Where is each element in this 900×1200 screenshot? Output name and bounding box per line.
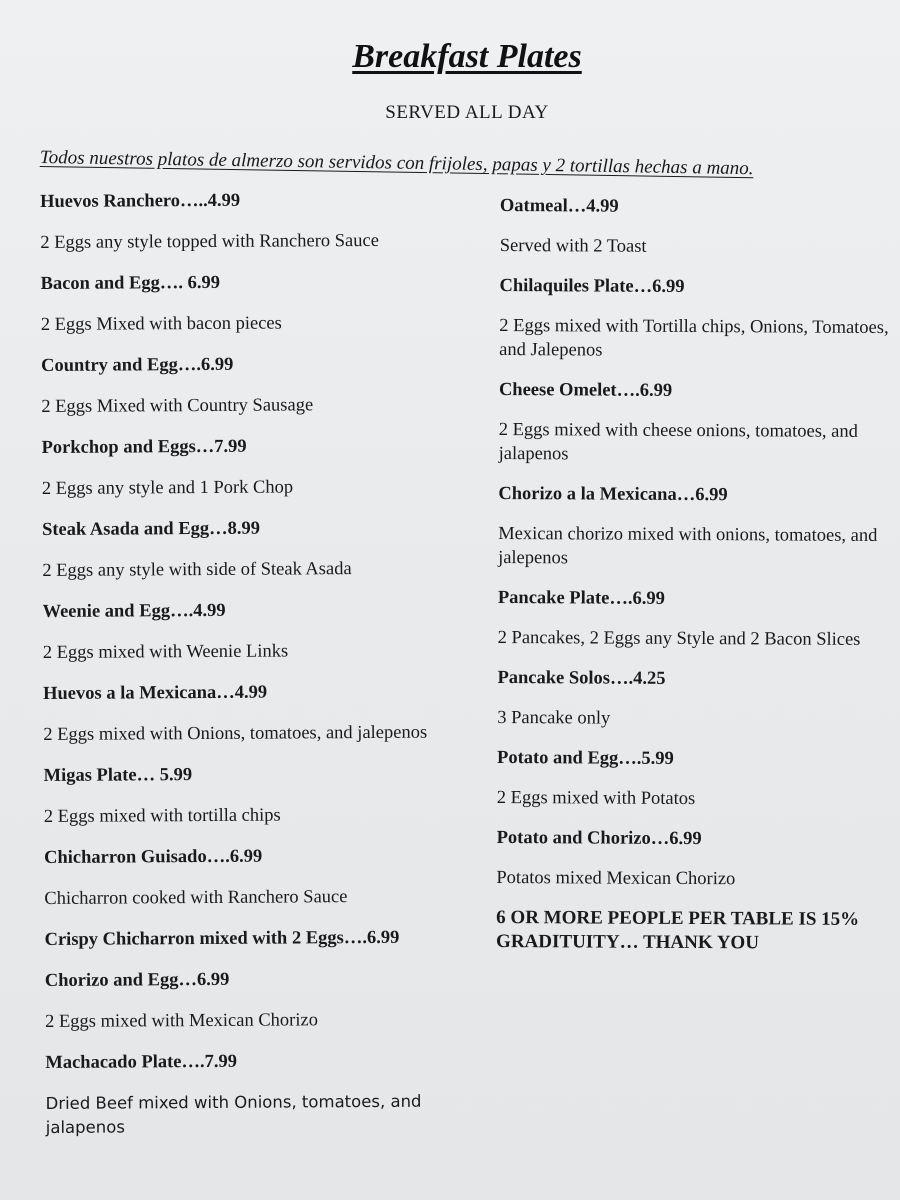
item-name: Crispy Chicharron mixed with 2 Eggs….6.99 (44, 927, 400, 950)
item-description: Potatos mixed Mexican Chorizo (496, 867, 736, 890)
item-description: 2 Eggs mixed with Onions, tomatoes, and jalepenos (43, 722, 428, 745)
item-name: Chilaquiles Plate…6.99 (499, 275, 685, 297)
item-name: Huevos a la Mexicana…4.99 (43, 682, 268, 704)
menu-item (497, 666, 892, 732)
gratuity-notice: 6 OR MORE PEOPLE PER TABLE IS 15% GRADITUITY… THANK YOU (496, 906, 860, 954)
item-name: Huevos Ranchero…..4.99 (40, 190, 241, 212)
menu-item (43, 597, 483, 665)
item-name: Weenie and Egg….4.99 (42, 600, 226, 622)
item-description: 2 Eggs Mixed with bacon pieces (40, 313, 282, 335)
item-description: 2 Eggs mixed with Mexican Chorizo (45, 1010, 318, 1032)
menu-item (44, 843, 484, 911)
item-description: 2 Eggs mixed with Weenie Links (42, 641, 289, 663)
item-description: 2 Pancakes, 2 Eggs any Style and 2 Bacon Slices (497, 627, 861, 650)
menu-item (44, 761, 484, 829)
item-description: 2 Eggs mixed with tortilla chips (43, 805, 281, 827)
item-name: Porkchop and Eggs…7.99 (41, 436, 247, 458)
item-description: Chicharron cooked with Ranchero Sauce (44, 887, 348, 909)
menu-title: Breakfast Plates (352, 38, 582, 75)
item-name: Migas Plate… 5.99 (43, 765, 193, 786)
item-description: 2 Eggs mixed with cheese onions, tomatoes, and jalapenos (498, 419, 858, 465)
item-description: Mexican chorizo mixed with onions, tomatoes, and jalepenos (498, 523, 878, 569)
menu-item (498, 586, 893, 652)
menu-item (45, 1048, 486, 1140)
item-description: Dried Beef mixed with Onions, tomatoes, and jalapenos (45, 1091, 422, 1137)
menu-item (497, 746, 892, 812)
menu-item (40, 187, 480, 255)
menu-item (41, 351, 481, 419)
item-name: Bacon and Egg…. 6.99 (40, 272, 221, 294)
item-description: 2 Eggs any style with side of Steak Asada (42, 559, 352, 581)
item-description: 2 Eggs mixed with Tortilla chips, Onions, Tomatoes, and Jalepenos (499, 315, 889, 361)
item-name: Chorizo a la Mexicana…6.99 (498, 483, 728, 506)
item-name: Chicharron Guisado….6.99 (44, 846, 263, 868)
item-name: Potato and Egg….5.99 (496, 747, 674, 769)
item-description: 2 Eggs any style topped with Ranchero Sauce (40, 230, 379, 253)
item-name: Steak Asada and Egg…8.99 (42, 518, 261, 540)
item-description: Served with 2 Toast (499, 235, 647, 257)
item-description: 2 Eggs Mixed with Country Sausage (41, 395, 314, 417)
item-name: Cheese Omelet….6.99 (498, 379, 673, 401)
menu-item (43, 679, 483, 747)
menu-item (42, 433, 482, 501)
item-name: Country and Egg….6.99 (41, 354, 234, 376)
menu-item (45, 925, 485, 952)
item-name: Pancake Solos….4.25 (497, 667, 666, 689)
menu-item (496, 826, 891, 892)
item-name: Potato and Chorizo…6.99 (496, 827, 702, 850)
menu-item (41, 269, 481, 337)
menu-item (499, 274, 894, 364)
menu-item (499, 378, 894, 468)
menu-item (500, 194, 895, 260)
left-menu-column (40, 187, 486, 1157)
item-description: 2 Eggs any style and 1 Pork Chop (41, 477, 294, 499)
spanish-note: Todos nuestros platos de almerzo son servidos con frijoles, papas y 2 tortillas hechas a mano. (39, 147, 754, 180)
menu-item (45, 966, 485, 1034)
item-name: Chorizo and Egg…6.99 (44, 969, 230, 991)
item-description: 2 Eggs mixed with Potatos (496, 787, 696, 810)
item-name: Oatmeal…4.99 (499, 195, 619, 217)
served-all-day-subtitle: SERVED ALL DAY (385, 102, 549, 123)
right-menu-column (496, 194, 895, 956)
item-description: 3 Pancake only (497, 707, 611, 729)
item-name: Pancake Plate….6.99 (497, 587, 665, 609)
menu-item (42, 515, 482, 583)
item-name: Machacado Plate….7.99 (45, 1051, 238, 1073)
menu-item (498, 482, 893, 572)
